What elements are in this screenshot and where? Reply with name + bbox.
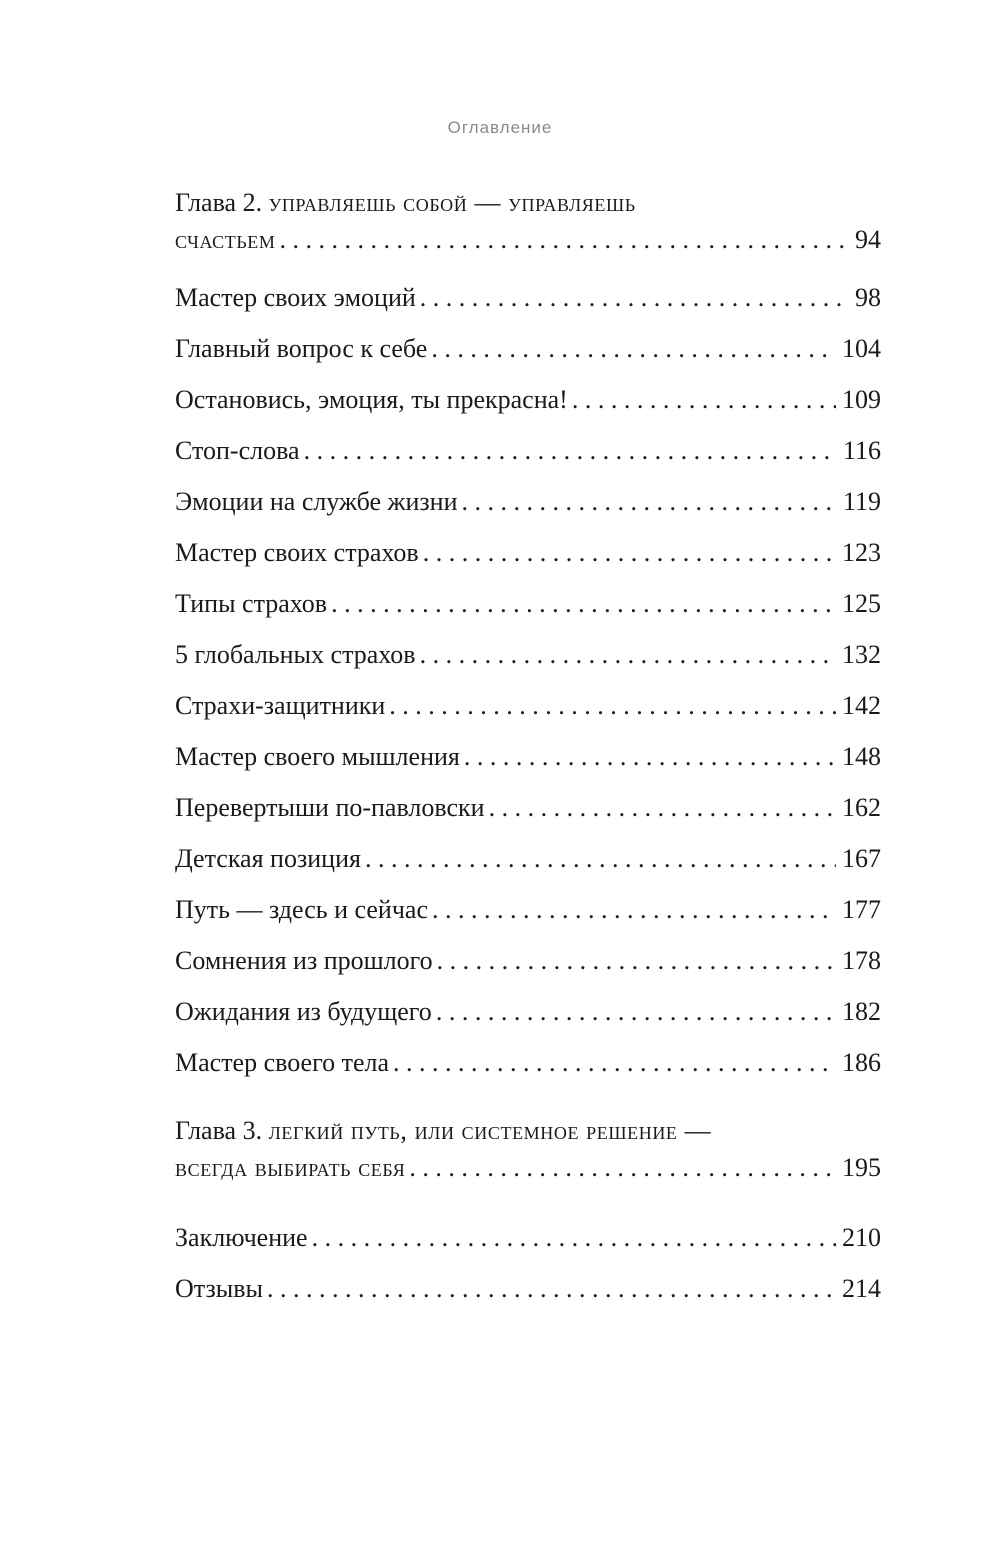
entry-label: Заключение xyxy=(175,1223,308,1252)
entry-page: 104 xyxy=(842,334,881,363)
toc-entry-conclusion[interactable] xyxy=(175,1212,881,1263)
entry-page: 125 xyxy=(842,589,881,618)
table-of-contents xyxy=(175,184,881,1314)
chapter-2-title-line2 xyxy=(175,221,881,258)
chapter-3-title-cont: всегда выбирать себя xyxy=(175,1153,406,1182)
entry-page: 186 xyxy=(842,1048,881,1077)
chapter-2-prefix: Глава 2. xyxy=(175,188,263,217)
dot-leader xyxy=(409,1149,836,1186)
toc-entry[interactable] xyxy=(175,833,881,884)
entry-label: Мастер своих страхов xyxy=(175,538,419,567)
dot-leader xyxy=(267,1263,836,1314)
entry-page: 214 xyxy=(842,1274,881,1303)
toc-entry[interactable] xyxy=(175,935,881,986)
toc-entry[interactable] xyxy=(175,629,881,680)
entry-label: Мастер своего тела xyxy=(175,1048,390,1077)
entry-label: Ожидания из будущего xyxy=(175,997,432,1026)
entry-label: Мастер своего мышления xyxy=(175,742,460,771)
entry-page: 123 xyxy=(842,538,881,567)
dot-leader xyxy=(462,476,837,527)
dot-leader xyxy=(431,323,836,374)
entry-label: Эмоции на службе жизни xyxy=(175,487,458,516)
chapter-3-title-line2 xyxy=(175,1149,881,1186)
entry-page: 142 xyxy=(842,691,881,720)
entry-page: 210 xyxy=(842,1223,881,1252)
end-entry-list xyxy=(175,1212,881,1314)
entry-label: Отзывы xyxy=(175,1274,263,1303)
toc-entry[interactable] xyxy=(175,476,881,527)
toc-entry[interactable] xyxy=(175,578,881,629)
dot-leader xyxy=(312,1212,836,1263)
dot-leader xyxy=(436,986,836,1037)
entry-page: 98 xyxy=(855,283,881,312)
toc-entry[interactable] xyxy=(175,323,881,374)
dot-leader xyxy=(304,425,837,476)
chapter-2-title: управляешь собой — управляешь xyxy=(268,188,636,217)
chapter-3-prefix: Глава 3. xyxy=(175,1116,263,1145)
toc-entry[interactable] xyxy=(175,782,881,833)
chapter-3-entry[interactable] xyxy=(175,1112,881,1186)
entry-page: 148 xyxy=(842,742,881,771)
entry-label: Главный вопрос к себе xyxy=(175,334,428,363)
entry-page: 177 xyxy=(842,895,881,924)
toc-entry-reviews[interactable] xyxy=(175,1263,881,1314)
toc-entry[interactable] xyxy=(175,374,881,425)
toc-entry[interactable] xyxy=(175,425,881,476)
entry-page: 119 xyxy=(842,487,881,516)
toc-entry[interactable] xyxy=(175,884,881,935)
entry-label: Сомнения из прошлого xyxy=(175,946,433,975)
chapter-3-page: 195 xyxy=(842,1153,881,1182)
entry-page: 132 xyxy=(842,640,881,669)
toc-entry[interactable] xyxy=(175,986,881,1037)
dot-leader xyxy=(437,935,836,986)
entry-label: Мастер своих эмоций xyxy=(175,283,416,312)
dot-leader xyxy=(420,629,836,680)
chapter-3-title-line1 xyxy=(175,1112,881,1149)
entry-label: Страхи-защитники xyxy=(175,691,386,720)
dot-leader xyxy=(464,731,836,782)
entry-list xyxy=(175,272,881,1088)
entry-label: Детская позиция xyxy=(175,844,361,873)
dot-leader xyxy=(280,221,850,258)
dot-leader xyxy=(489,782,836,833)
dot-leader xyxy=(331,578,836,629)
dot-leader xyxy=(389,680,836,731)
chapter-2-page: 94 xyxy=(855,225,881,254)
toc-entry[interactable] xyxy=(175,731,881,782)
entry-page: 178 xyxy=(842,946,881,975)
entry-label: Типы страхов xyxy=(175,589,328,618)
chapter-3-title: легкий путь, или системное решение — xyxy=(268,1116,712,1145)
entry-page: 182 xyxy=(842,997,881,1026)
dot-leader xyxy=(365,833,836,884)
toc-entry[interactable] xyxy=(175,527,881,578)
entry-page: 162 xyxy=(842,793,881,822)
entry-page: 109 xyxy=(842,385,881,414)
dot-leader xyxy=(423,527,836,578)
dot-leader xyxy=(393,1037,836,1088)
toc-entry[interactable] xyxy=(175,680,881,731)
chapter-2-title-line1 xyxy=(175,184,881,221)
chapter-2-title-cont: счастьем xyxy=(175,225,276,254)
chapter-2-entry[interactable] xyxy=(175,184,881,258)
dot-leader xyxy=(432,884,836,935)
toc-entry[interactable] xyxy=(175,1037,881,1088)
dot-leader xyxy=(420,272,849,323)
entry-page: 116 xyxy=(842,436,881,465)
entry-page: 167 xyxy=(842,844,881,873)
entry-label: Перевертыши по-павловски xyxy=(175,793,485,822)
dot-leader xyxy=(572,374,836,425)
toc-entry[interactable] xyxy=(175,272,881,323)
running-head: Оглавление xyxy=(447,118,553,137)
entry-label: Путь — здесь и сейчас xyxy=(175,895,428,924)
entry-label: Остановись, эмоция, ты прекрасна! xyxy=(175,385,568,414)
entry-label: Стоп-слова xyxy=(175,436,300,465)
entry-label: 5 глобальных страхов xyxy=(175,640,416,669)
